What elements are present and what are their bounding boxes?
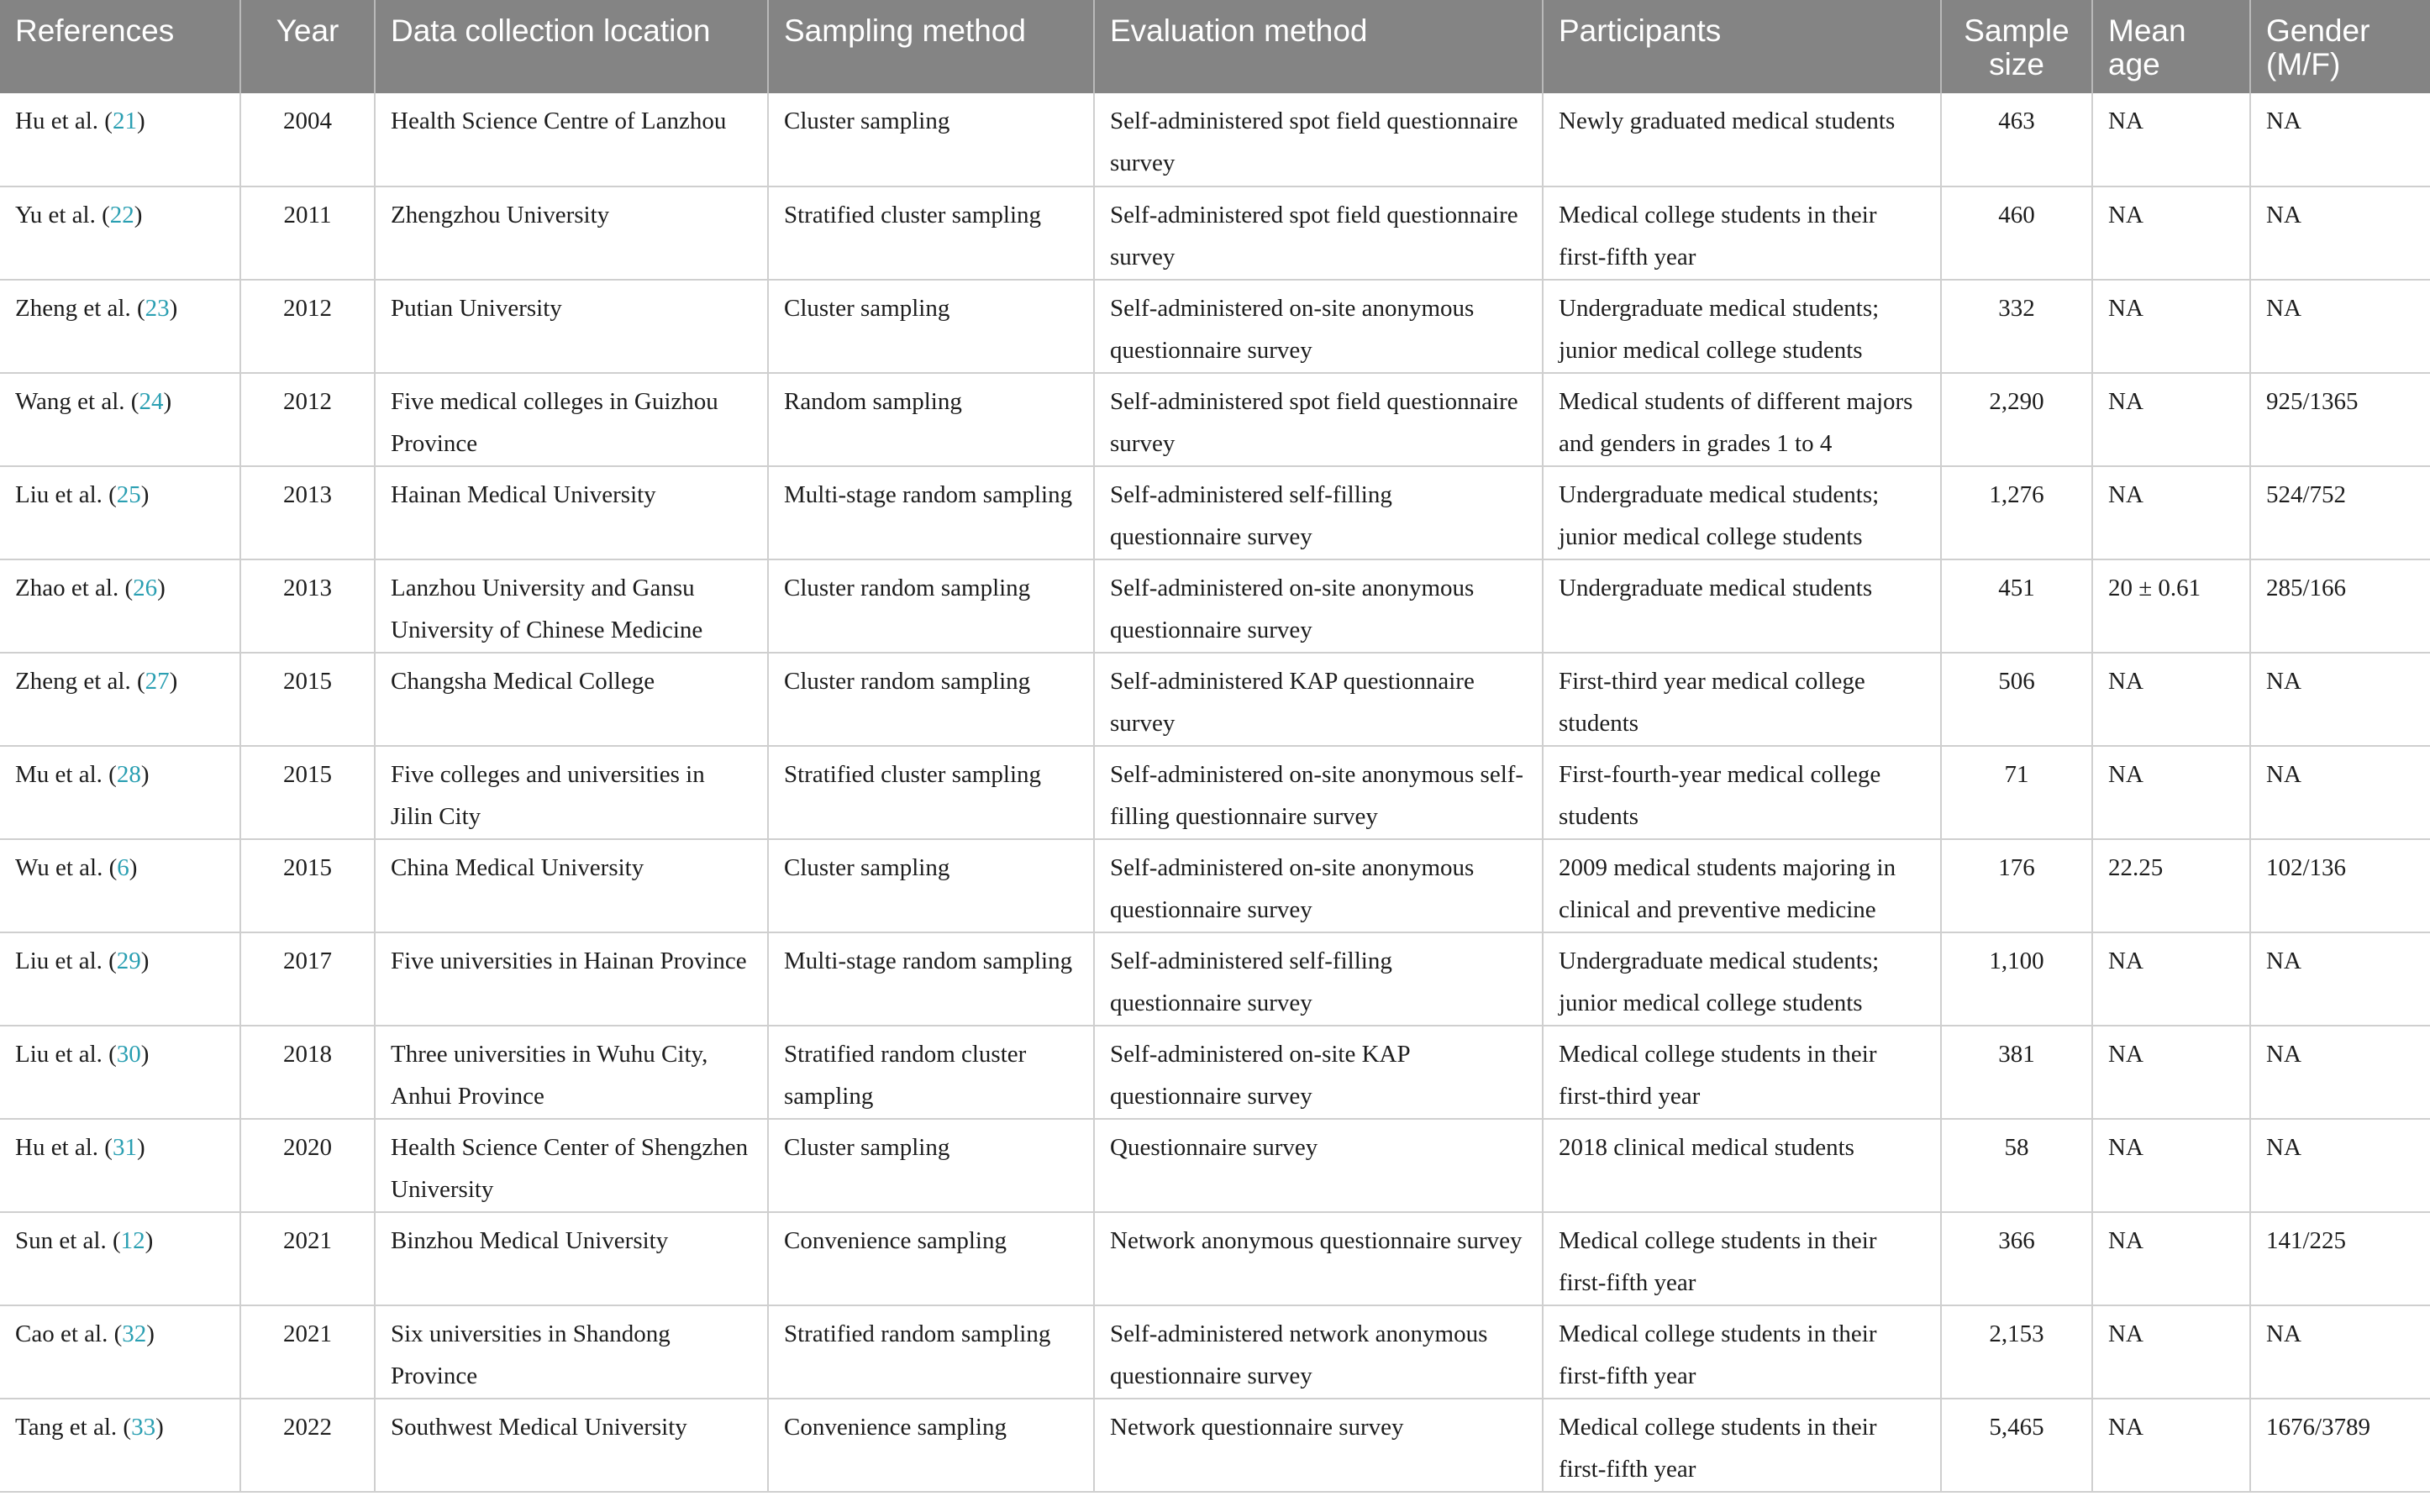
cell-location: Six universities in Shandong Province xyxy=(375,1305,768,1399)
cell-evaluation-method: Self-administered on-site anonymous questionnaire survey xyxy=(1094,839,1543,932)
cell-sample-size: 381 xyxy=(1941,1026,2092,1119)
reference-close: ) xyxy=(136,108,145,134)
cell-location: Hainan Medical University xyxy=(375,466,768,559)
table-row xyxy=(0,1399,2430,1492)
cell-reference xyxy=(0,1212,240,1305)
header-gender: Gender (M/F) xyxy=(2250,0,2430,93)
cell-location: Health Science Center of Shengzhen University xyxy=(375,1119,768,1212)
reference-author: Wang et al. ( xyxy=(15,388,139,415)
cell-participants: Medical college students in their first-fifth year xyxy=(1543,186,1941,280)
cell-location: Five medical colleges in Guizhou Province xyxy=(375,373,768,466)
cell-year: 2021 xyxy=(240,1212,375,1305)
table-row xyxy=(0,839,2430,932)
cell-location: Putian University xyxy=(375,280,768,373)
header-evaluation: Evaluation method xyxy=(1094,0,1543,93)
cell-reference xyxy=(0,932,240,1026)
cell-gender: 102/136 xyxy=(2250,839,2430,932)
table-row xyxy=(0,1026,2430,1119)
cell-evaluation-method: Self-administered spot field questionnaire survey xyxy=(1094,93,1543,186)
cell-year: 2012 xyxy=(240,280,375,373)
table-row xyxy=(0,932,2430,1026)
cell-sampling-method: Multi-stage random sampling xyxy=(768,466,1094,559)
cell-participants: Undergraduate medical students; junior medical college students xyxy=(1543,466,1941,559)
table-row xyxy=(0,93,2430,186)
reference-link[interactable]: 30 xyxy=(116,1041,141,1068)
reference-author: Cao et al. ( xyxy=(15,1320,123,1347)
cell-sampling-method: Stratified random sampling xyxy=(768,1305,1094,1399)
reference-close: ) xyxy=(129,854,138,881)
cell-reference xyxy=(0,839,240,932)
table-row xyxy=(0,746,2430,839)
table-body xyxy=(0,93,2430,1492)
table-row xyxy=(0,466,2430,559)
reference-close: ) xyxy=(140,1041,150,1068)
reference-author: Hu et al. ( xyxy=(15,1134,113,1161)
cell-evaluation-method: Self-administered on-site anonymous self-filling questionnaire survey xyxy=(1094,746,1543,839)
reference-author: Mu et al. ( xyxy=(15,761,117,788)
cell-evaluation-method: Questionnaire survey xyxy=(1094,1119,1543,1212)
cell-sampling-method: Cluster sampling xyxy=(768,280,1094,373)
table-row xyxy=(0,653,2430,746)
cell-participants: 2018 clinical medical students xyxy=(1543,1119,1941,1212)
cell-reference xyxy=(0,1026,240,1119)
cell-mean-age: NA xyxy=(2092,1399,2250,1492)
reference-close: ) xyxy=(163,388,172,415)
cell-gender: NA xyxy=(2250,280,2430,373)
cell-sample-size: 2,153 xyxy=(1941,1305,2092,1399)
reference-link[interactable]: 31 xyxy=(112,1134,137,1161)
reference-link[interactable]: 33 xyxy=(131,1414,156,1441)
table-row xyxy=(0,280,2430,373)
cell-sample-size: 366 xyxy=(1941,1212,2092,1305)
reference-author: Liu et al. ( xyxy=(15,1041,117,1068)
reference-link[interactable]: 26 xyxy=(133,575,158,601)
cell-sample-size: 58 xyxy=(1941,1119,2092,1212)
cell-participants: 2009 medical students majoring in clinical and preventive medicine xyxy=(1543,839,1941,932)
cell-mean-age: NA xyxy=(2092,186,2250,280)
cell-sample-size: 176 xyxy=(1941,839,2092,932)
cell-gender: 1676/3789 xyxy=(2250,1399,2430,1492)
header-references: References xyxy=(0,0,240,93)
cell-reference xyxy=(0,280,240,373)
header-mean-age: Mean age xyxy=(2092,0,2250,93)
cell-year: 2018 xyxy=(240,1026,375,1119)
cell-reference xyxy=(0,1119,240,1212)
reference-link[interactable]: 28 xyxy=(116,761,141,788)
reference-author: Zheng et al. ( xyxy=(15,668,145,695)
cell-reference xyxy=(0,466,240,559)
cell-mean-age: 20 ± 0.61 xyxy=(2092,559,2250,653)
cell-year: 2013 xyxy=(240,466,375,559)
cell-location: Five universities in Hainan Province xyxy=(375,932,768,1026)
cell-location: Three universities in Wuhu City, Anhui Province xyxy=(375,1026,768,1119)
cell-location: Changsha Medical College xyxy=(375,653,768,746)
reference-author: Liu et al. ( xyxy=(15,481,117,508)
reference-close: ) xyxy=(157,575,166,601)
reference-close: ) xyxy=(140,948,150,974)
cell-participants: Medical college students in their first-fifth year xyxy=(1543,1399,1941,1492)
reference-author: Zheng et al. ( xyxy=(15,295,145,322)
cell-participants: Undergraduate medical students; junior medical college students xyxy=(1543,280,1941,373)
cell-sampling-method: Multi-stage random sampling xyxy=(768,932,1094,1026)
cell-sampling-method: Stratified cluster sampling xyxy=(768,186,1094,280)
cell-location: Health Science Centre of Lanzhou xyxy=(375,93,768,186)
table-row xyxy=(0,1212,2430,1305)
reference-link[interactable]: 24 xyxy=(139,388,164,415)
cell-sample-size: 71 xyxy=(1941,746,2092,839)
cell-reference xyxy=(0,1399,240,1492)
cell-sample-size: 2,290 xyxy=(1941,373,2092,466)
cell-reference xyxy=(0,186,240,280)
cell-year: 2022 xyxy=(240,1399,375,1492)
cell-mean-age: NA xyxy=(2092,373,2250,466)
cell-location: Zhengzhou University xyxy=(375,186,768,280)
cell-mean-age: NA xyxy=(2092,1305,2250,1399)
reference-link[interactable]: 6 xyxy=(117,854,129,881)
cell-gender: NA xyxy=(2250,653,2430,746)
reference-link[interactable]: 29 xyxy=(116,948,141,974)
cell-participants: Undergraduate medical students; junior medical college students xyxy=(1543,932,1941,1026)
cell-location: China Medical University xyxy=(375,839,768,932)
cell-mean-age: 22.25 xyxy=(2092,839,2250,932)
reference-close: ) xyxy=(155,1414,164,1441)
header-participants: Participants xyxy=(1543,0,1941,93)
cell-mean-age: NA xyxy=(2092,280,2250,373)
cell-sample-size: 332 xyxy=(1941,280,2092,373)
cell-participants: First-fourth-year medical college students xyxy=(1543,746,1941,839)
table-row xyxy=(0,559,2430,653)
cell-sampling-method: Random sampling xyxy=(768,373,1094,466)
cell-evaluation-method: Self-administered spot field questionnaire survey xyxy=(1094,186,1543,280)
cell-participants: Medical college students in their first-fifth year xyxy=(1543,1305,1941,1399)
cell-sampling-method: Convenience sampling xyxy=(768,1212,1094,1305)
cell-participants: Medical college students in their first-fifth year xyxy=(1543,1212,1941,1305)
cell-location: Binzhou Medical University xyxy=(375,1212,768,1305)
cell-location: Lanzhou University and Gansu University of Chinese Medicine xyxy=(375,559,768,653)
cell-year: 2015 xyxy=(240,653,375,746)
cell-gender: NA xyxy=(2250,746,2430,839)
cell-sampling-method: Cluster sampling xyxy=(768,1119,1094,1212)
reference-link[interactable]: 32 xyxy=(122,1320,147,1347)
cell-sample-size: 460 xyxy=(1941,186,2092,280)
reference-close: ) xyxy=(134,202,143,228)
cell-reference xyxy=(0,373,240,466)
cell-participants: First-third year medical college students xyxy=(1543,653,1941,746)
cell-gender: 141/225 xyxy=(2250,1212,2430,1305)
header-sample-size: Sample size xyxy=(1941,0,2092,93)
reference-close: ) xyxy=(140,761,150,788)
reference-link[interactable]: 12 xyxy=(120,1227,145,1254)
cell-mean-age: NA xyxy=(2092,746,2250,839)
cell-year: 2017 xyxy=(240,932,375,1026)
reference-link[interactable]: 21 xyxy=(112,108,137,134)
cell-sampling-method: Stratified cluster sampling xyxy=(768,746,1094,839)
reference-close: ) xyxy=(140,481,150,508)
cell-mean-age: NA xyxy=(2092,1212,2250,1305)
cell-year: 2012 xyxy=(240,373,375,466)
cell-gender: NA xyxy=(2250,932,2430,1026)
header-row xyxy=(0,0,2430,93)
table-row xyxy=(0,373,2430,466)
cell-year: 2004 xyxy=(240,93,375,186)
reference-close: ) xyxy=(169,668,178,695)
cell-mean-age: NA xyxy=(2092,93,2250,186)
reference-author: Sun et al. ( xyxy=(15,1227,121,1254)
cell-gender: 285/166 xyxy=(2250,559,2430,653)
cell-sampling-method: Cluster sampling xyxy=(768,839,1094,932)
cell-evaluation-method: Self-administered self-filling questionnaire survey xyxy=(1094,932,1543,1026)
table-row xyxy=(0,186,2430,280)
cell-year: 2013 xyxy=(240,559,375,653)
cell-evaluation-method: Self-administered network anonymous questionnaire survey xyxy=(1094,1305,1543,1399)
cell-mean-age: NA xyxy=(2092,1119,2250,1212)
cell-sample-size: 5,465 xyxy=(1941,1399,2092,1492)
cell-year: 2020 xyxy=(240,1119,375,1212)
reference-author: Liu et al. ( xyxy=(15,948,117,974)
reference-link[interactable]: 27 xyxy=(145,668,170,695)
cell-evaluation-method: Self-administered self-filling questionnaire survey xyxy=(1094,466,1543,559)
cell-evaluation-method: Self-administered on-site KAP questionnaire survey xyxy=(1094,1026,1543,1119)
cell-sampling-method: Convenience sampling xyxy=(768,1399,1094,1492)
reference-link[interactable]: 22 xyxy=(109,202,134,228)
cell-mean-age: NA xyxy=(2092,653,2250,746)
cell-evaluation-method: Self-administered on-site anonymous questionnaire survey xyxy=(1094,280,1543,373)
cell-participants: Medical students of different majors and genders in grades 1 to 4 xyxy=(1543,373,1941,466)
cell-mean-age: NA xyxy=(2092,466,2250,559)
cell-participants: Medical college students in their first-third year xyxy=(1543,1026,1941,1119)
cell-year: 2021 xyxy=(240,1305,375,1399)
cell-sampling-method: Cluster random sampling xyxy=(768,653,1094,746)
reference-close: ) xyxy=(145,1227,154,1254)
cell-year: 2015 xyxy=(240,839,375,932)
cell-gender: NA xyxy=(2250,1305,2430,1399)
header-year: Year xyxy=(240,0,375,93)
reference-author: Tang et al. ( xyxy=(15,1414,132,1441)
cell-sampling-method: Cluster random sampling xyxy=(768,559,1094,653)
cell-evaluation-method: Network questionnaire survey xyxy=(1094,1399,1543,1492)
cell-mean-age: NA xyxy=(2092,1026,2250,1119)
cell-evaluation-method: Self-administered spot field questionnaire survey xyxy=(1094,373,1543,466)
cell-location: Five colleges and universities in Jilin City xyxy=(375,746,768,839)
cell-gender: NA xyxy=(2250,93,2430,186)
cell-gender: NA xyxy=(2250,1026,2430,1119)
cell-sample-size: 506 xyxy=(1941,653,2092,746)
table-row xyxy=(0,1119,2430,1212)
reference-author: Zhao et al. ( xyxy=(15,575,134,601)
reference-link[interactable]: 23 xyxy=(145,295,170,322)
cell-evaluation-method: Self-administered on-site anonymous questionnaire survey xyxy=(1094,559,1543,653)
cell-participants: Undergraduate medical students xyxy=(1543,559,1941,653)
cell-reference xyxy=(0,653,240,746)
cell-reference xyxy=(0,1305,240,1399)
cell-year: 2015 xyxy=(240,746,375,839)
reference-author: Hu et al. ( xyxy=(15,108,113,134)
cell-gender: 524/752 xyxy=(2250,466,2430,559)
header-location: Data collection location xyxy=(375,0,768,93)
cell-sampling-method: Cluster sampling xyxy=(768,93,1094,186)
cell-reference xyxy=(0,559,240,653)
header-sampling: Sampling method xyxy=(768,0,1094,93)
reference-close: ) xyxy=(146,1320,155,1347)
cell-sampling-method: Stratified random cluster sampling xyxy=(768,1026,1094,1119)
cell-sample-size: 1,100 xyxy=(1941,932,2092,1026)
cell-reference xyxy=(0,93,240,186)
cell-gender: NA xyxy=(2250,186,2430,280)
cell-evaluation-method: Self-administered KAP questionnaire survey xyxy=(1094,653,1543,746)
reference-close: ) xyxy=(136,1134,145,1161)
cell-participants: Newly graduated medical students xyxy=(1543,93,1941,186)
reference-close: ) xyxy=(169,295,178,322)
cell-sample-size: 463 xyxy=(1941,93,2092,186)
cell-mean-age: NA xyxy=(2092,932,2250,1026)
table-header xyxy=(0,0,2430,93)
reference-author: Wu et al. ( xyxy=(15,854,118,881)
table-row xyxy=(0,1305,2430,1399)
reference-author: Yu et al. ( xyxy=(15,202,110,228)
reference-link[interactable]: 25 xyxy=(116,481,141,508)
cell-evaluation-method: Network anonymous questionnaire survey xyxy=(1094,1212,1543,1305)
cell-location: Southwest Medical University xyxy=(375,1399,768,1492)
cell-gender: 925/1365 xyxy=(2250,373,2430,466)
cell-sample-size: 451 xyxy=(1941,559,2092,653)
cell-year: 2011 xyxy=(240,186,375,280)
cell-reference xyxy=(0,746,240,839)
cell-gender: NA xyxy=(2250,1119,2430,1212)
cell-sample-size: 1,276 xyxy=(1941,466,2092,559)
